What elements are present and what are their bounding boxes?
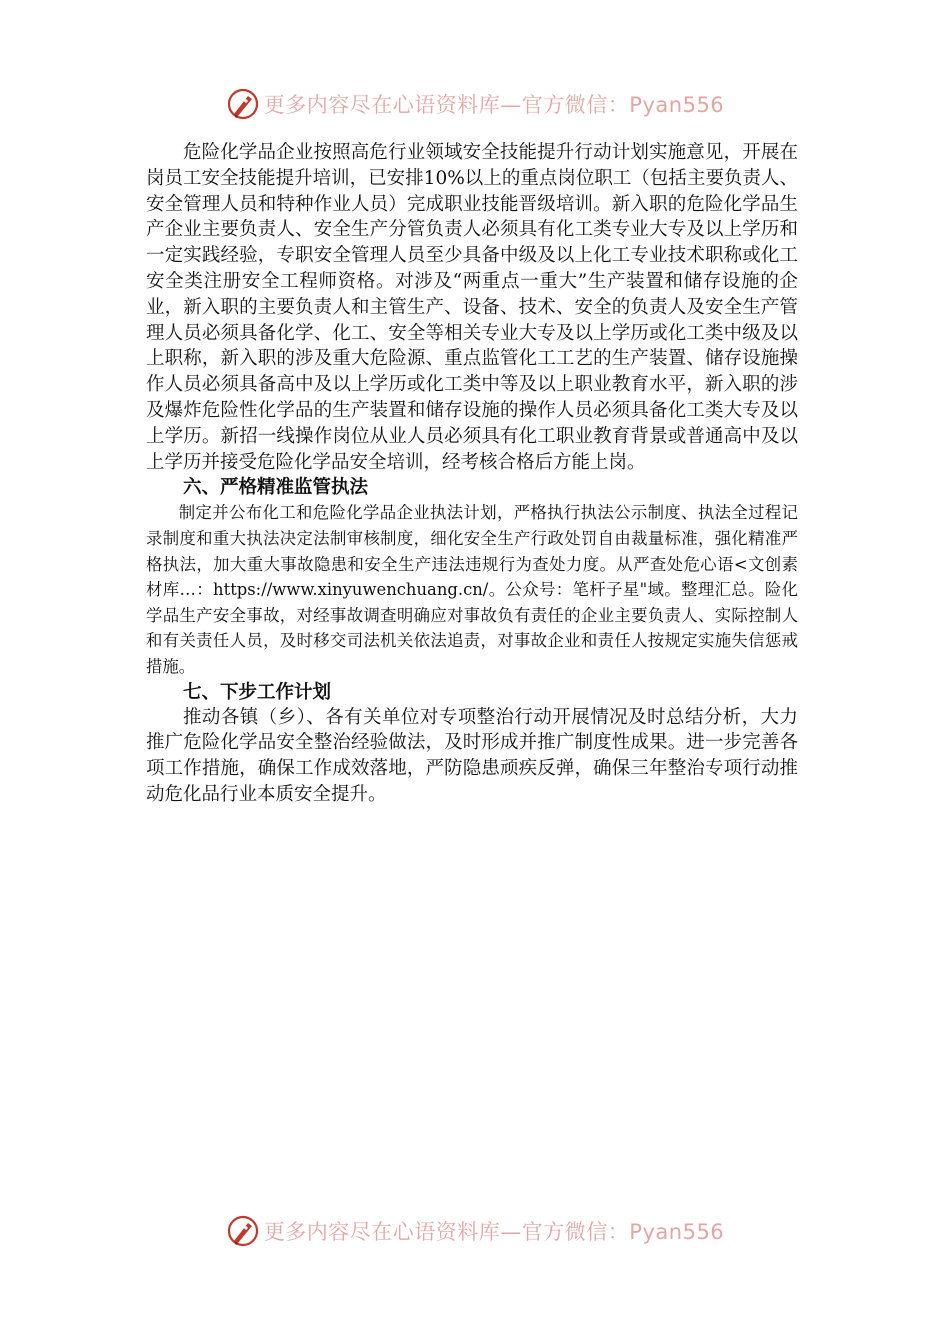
paragraph-law-enforcement: 制定并公布化工和危险化学品企业执法计划，严格执行执法公示制度、执法全过程记录制度和重大执法决定法制审核制度，细化安全生产行政处罚自由裁量标准，强化精准严格执法，加大重大事故隐患和安全生产违法违规行为查处力度。从严查处危心语<文创素材库…：https://www.xinyuwenchuang.cn/。公众号：笔杆子星"域。整理汇总。险化学品生产安全事故，对经事故调查明确应对事故负有责任的企业主要负责人、实际控制人和有关责任人员，及时移交司法机关依法追责，对事故企业和责任人按规定实施失信惩戒措施。 (146, 503, 798, 676)
heading-next-steps: 七、下步工作计划 (183, 681, 332, 703)
footer-watermark-banner (0, 1211, 950, 1251)
paragraph-safety-training: 危险化学品企业按照高危行业领域安全技能提升行动计划实施意见，开展在岗员工安全技能提升培训，已安排10%以上的重点岗位职工（包括主要负责人、安全管理人员和特种作业人员）完成职业技能晋级培训。新入职的危险化学品生产企业主要负责人、安全生产分管负责人必须具有化工类专业大专及以上学历和一定实践经验，专职安全管理人员至少具备中级及以上化工专业技术职称或化工安全类注册安全工程师资格。对涉及“两重点一重大”生产装置和储存设施的企业，新入职的主要负责人和主管生产、设备、技术、安全的负责人及安全生产管理人员必须具备化学、化工、安全等相关专业大专及以上学历或化工类中级及以上职称，新入职的涉及重大危险源、重点监管化工工艺的生产装置、储存设施操作人员必须具备高中及以上学历或化工类中等及以上职业教育水平，新入职的涉及爆炸危险性化学品的生产装置和储存设施的操作人员必须具备化工类大专及以上学历。新招一线操作岗位从业人员必须具有化工职业教育背景或普通高中及以上学历并接受危险化学品安全培训，经考核合格后方能上岗。 (146, 142, 798, 473)
paragraph-work-plan: 推动各镇（乡）、各有关单位对专项整治行动开展情况及时总结分析，大力推广危险化学品安全整治经验做法，及时形成并推广制度性成果。进一步完善各项工作措施，确保工作成效落地，严防隐患顽疾反弹，确保三年整治专项行动推动危化品行业本质安全提升。 (146, 706, 798, 805)
document-body (146, 140, 798, 808)
watermark-text: 更多内容尽在心语资料库—官方微信：Pyan556 (263, 93, 725, 117)
pen-nib-logo-icon (226, 87, 260, 121)
watermark-text: 更多内容尽在心语资料库—官方微信：Pyan556 (263, 1220, 725, 1244)
header-watermark-banner (0, 84, 950, 124)
heading-strict-supervision: 六、严格精准监管执法 (183, 477, 369, 499)
pen-nib-logo-icon (226, 1214, 260, 1248)
